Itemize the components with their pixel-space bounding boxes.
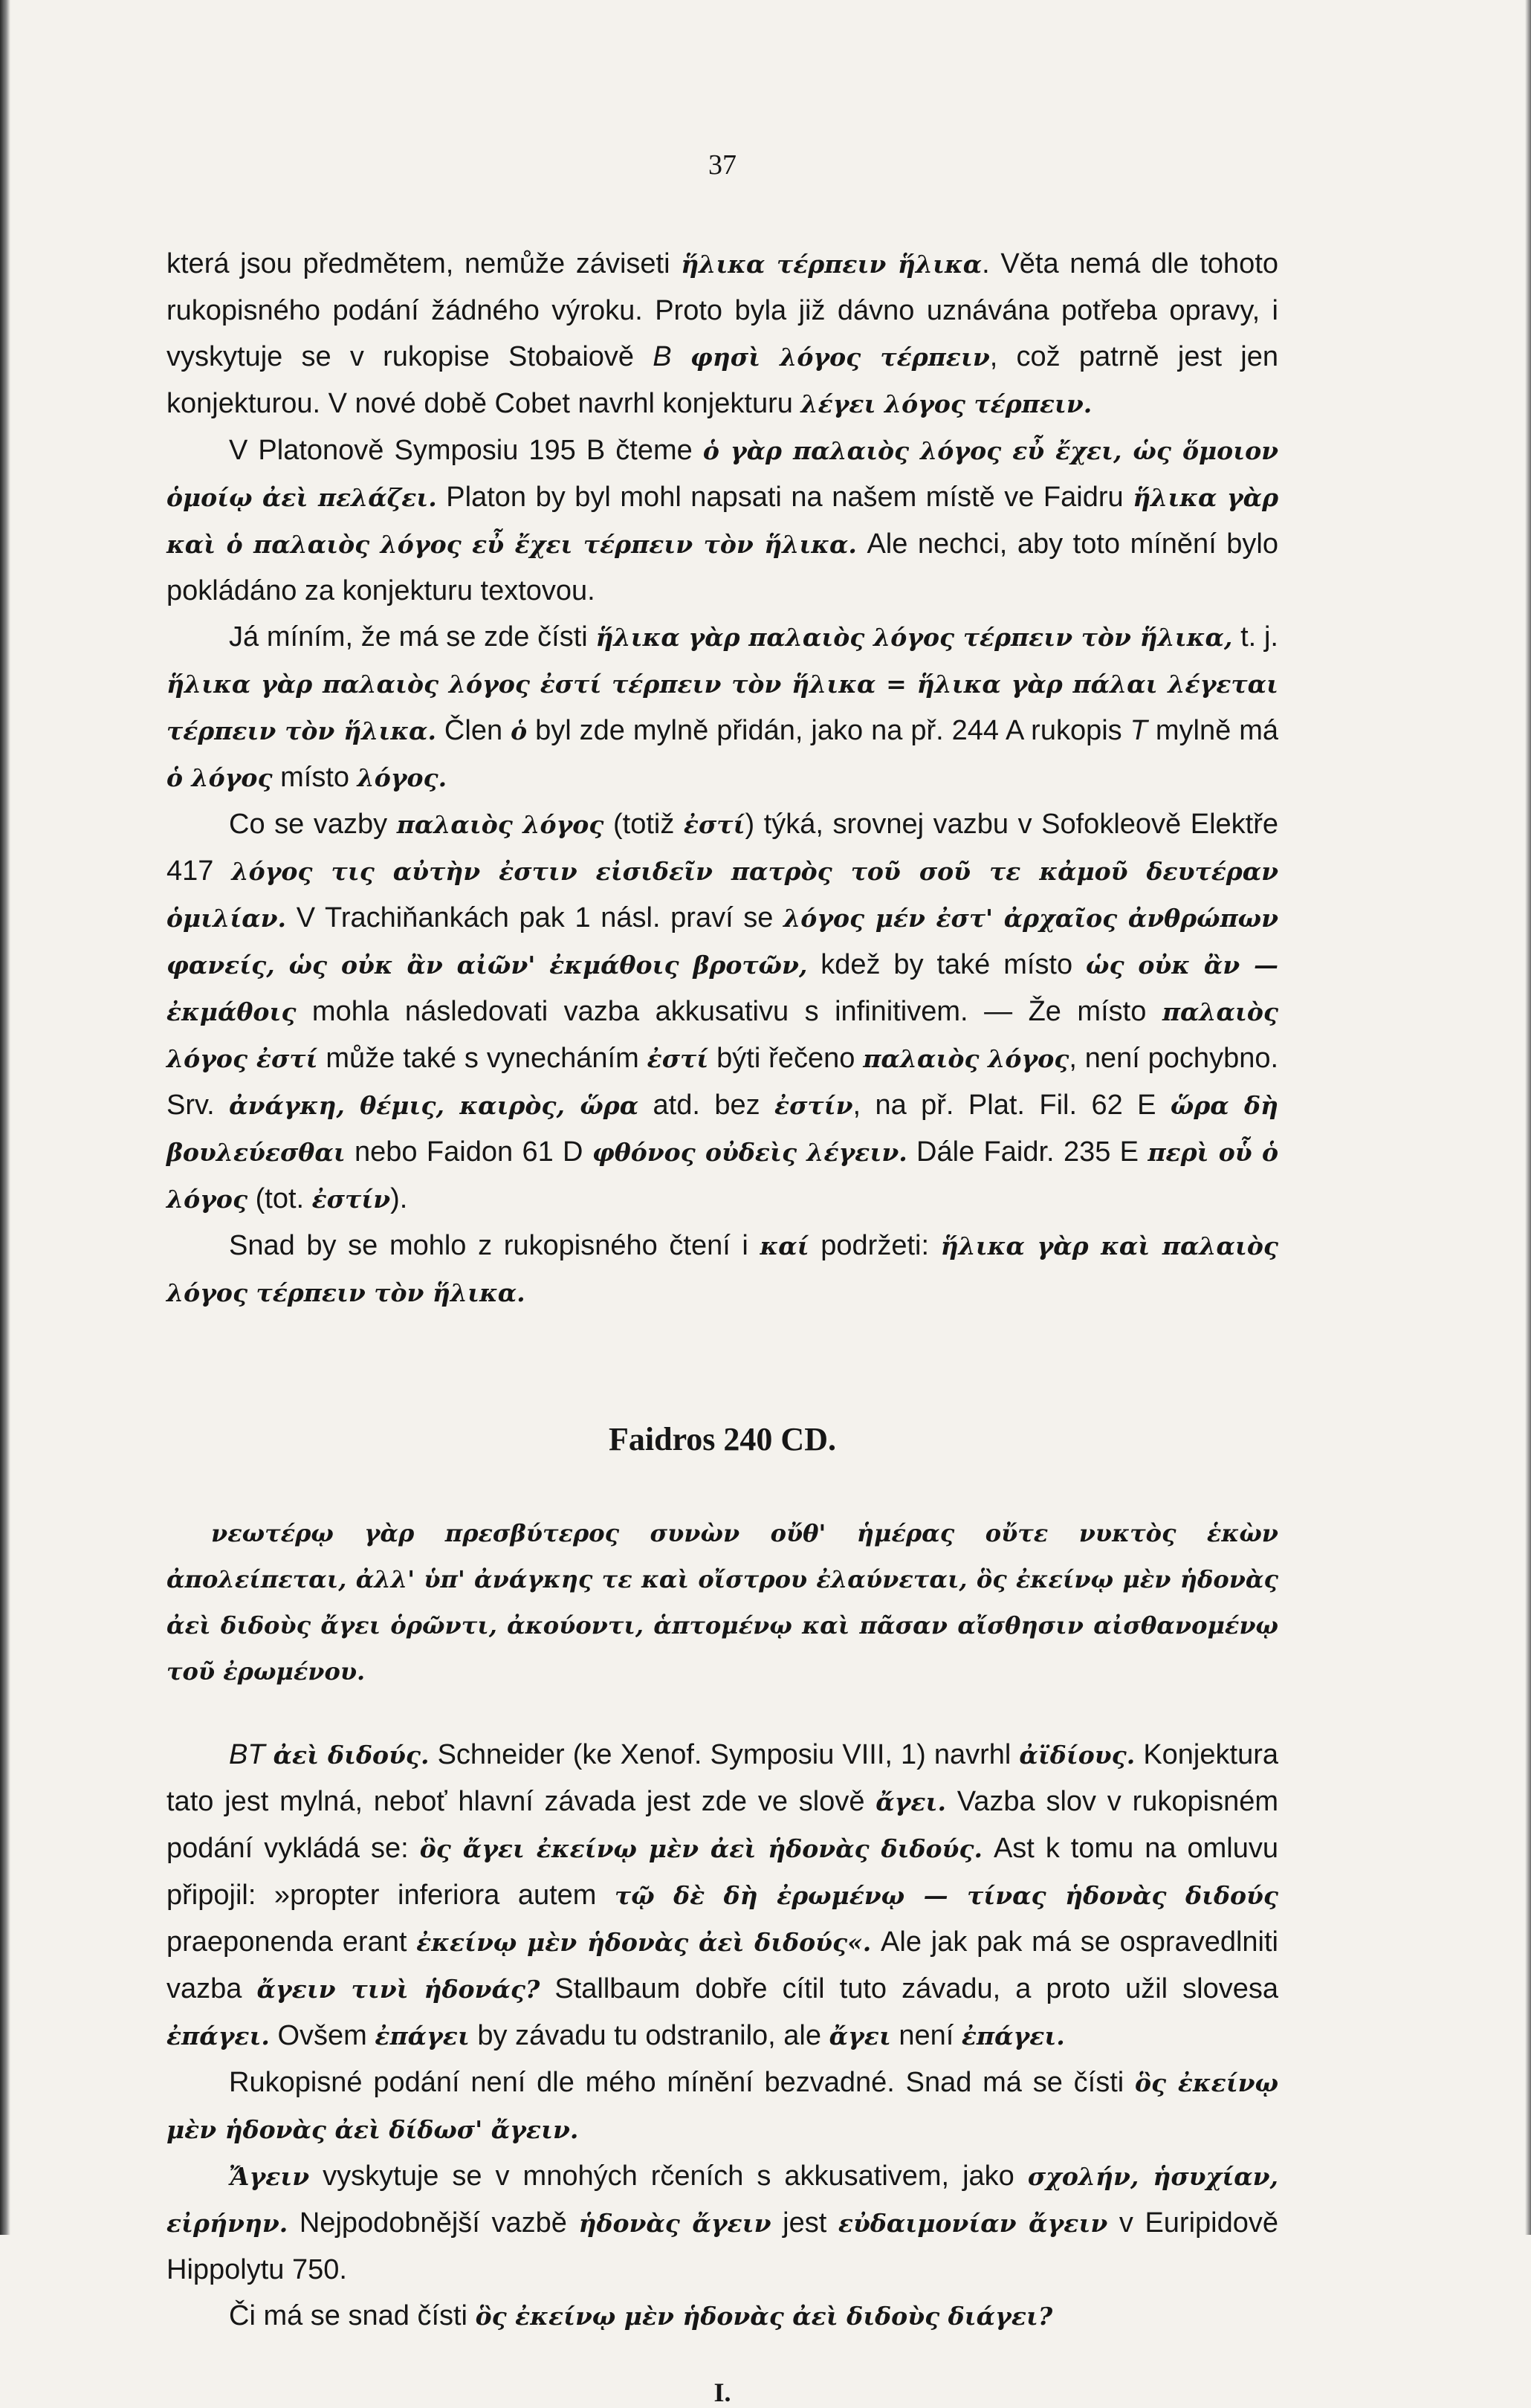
text: t. j. (1232, 621, 1278, 653)
greek-quotation: νεωτέρῳ γὰρ πρεσβύτερος συνὼν οὔθ' ἡμέρας οὔτε νυκτὸς ἑκὼν ἀπολείπεται, ἀλλ' ὑπ' ἀνάγκης τε καὶ οἴστρου ἐλαύνεται, ὃς ἐκείνῳ μὲν ἡδονὰς ἀεὶ διδοὺς ἄγει ὁρῶντι, ἀκούοντι, ἁπτομένῳ καὶ πᾶσαν αἴσθησιν αἰσθανομένῳ τοῦ ἐρωμένου. (166, 1519, 1278, 1686)
text (672, 341, 690, 372)
manuscript-siglum: B (653, 341, 672, 372)
paragraph-3 (166, 614, 1278, 801)
text: Či má se snad čísti (229, 2300, 476, 2331)
greek-text: παλαιὸς λόγος (863, 1044, 1069, 1073)
greek-text: ἄγει (829, 2022, 891, 2051)
text: která jsou předmětem, nemůže záviseti (166, 248, 682, 279)
greek-text: ἀϊδίους. (1019, 1741, 1136, 1770)
manuscript-siglum: T (1130, 715, 1148, 746)
text: ) týká, srovnej vazbu v Sofokleově Elektře 417 (166, 809, 1279, 887)
paragraph-6 (166, 1732, 1278, 2059)
scan-right-edge (1525, 0, 1531, 2235)
text: býti řečeno (708, 1043, 864, 1074)
text: Nejpodobnější vazbě (288, 2207, 579, 2239)
greek-text: λόγος. (357, 763, 447, 792)
greek-text: ἐκείνῳ μὲν ἡδονὰς ἀεὶ διδούς«. (416, 1928, 872, 1957)
greek-text: φθόνος οὐδεὶς λέγειν. (592, 1138, 907, 1167)
page (166, 149, 1278, 2408)
greek-text: ὃς ἐκείνῳ μὲν ἡδονὰς ἀεὶ διδοὺς διάγει? (475, 2302, 1053, 2331)
greek-text: ἐστί (683, 810, 745, 839)
text: praeponenda erant (166, 1926, 417, 1958)
paragraph-4 (166, 801, 1278, 1223)
greek-text: ὃς ἄγει ἐκείνῳ μὲν ἀεὶ ἡδονὰς διδούς. (419, 1834, 983, 1863)
text: Ale jak pak má se ospravedlniti vazba (166, 1926, 1278, 2004)
greek-text: ἀνάγκη, θέμις, καιρὸς, ὥρα (229, 1091, 639, 1120)
section-heading: Faidros 240 CD. (609, 1421, 836, 1457)
greek-text: ὡς οὐκ ἂν — ἐκμάθοις (166, 951, 1278, 1026)
greek-text: παλαιὸς λόγος (396, 810, 604, 839)
greek-text: ἀεὶ διδούς. (273, 1741, 430, 1770)
page-number: 37 (708, 149, 737, 181)
greek-text: εὐδαιμονίαν ἄγειν (838, 2209, 1108, 2238)
paragraph-9 (166, 2293, 1278, 2340)
greek-text: ἥλικα γὰρ παλαιὸς λόγος ἐστί τέρπειν τὸν ἥλικα = ἥλικα γὰρ πάλαι λέγεται τέρπειν τὸν ἥλικα. (166, 670, 1278, 745)
text: v Euripidově Hippolytu 750. (166, 2207, 1279, 2285)
text: (totiž (603, 809, 684, 840)
text: nebo Faidon 61 D (345, 1136, 592, 1168)
greek-text: ὁ (511, 716, 528, 745)
text: Rukopisné podání není dle mého mínění bezvadné. Snad má se čísti (229, 2067, 1136, 2098)
text: Ale nechci, aby toto mínění bylo pokládáno za konjekturu textovou. (166, 528, 1278, 606)
greek-text: ἐστίν (311, 1185, 391, 1214)
text (265, 1739, 273, 1770)
text: . Věta nemá dle tohoto rukopisného podání žádného výroku. Proto byla již dávno uznávána potřeba opravy, i vyskytuje se v rukopise Stobaiově (166, 248, 1279, 372)
greek-text: ὥρα δὴ βουλεύεσθαι (166, 1091, 1279, 1167)
greek-text: λόγος τις αὐτὴν ἐστιν εἰσιδεῖν πατρὸς τοῦ σοῦ τε κἀμοῦ δευτέραν ὁμιλίαν. (166, 857, 1278, 933)
text: , není pochybno. Srv. (166, 1043, 1279, 1121)
text: jest (771, 2207, 838, 2239)
text: V Trachiňankách pak 1 násl. praví se (286, 902, 784, 933)
greek-text: ἄγειν τινὶ ἡδονάς? (256, 1975, 540, 2004)
greek-text: ὁ γὰρ παλαιὸς λόγος εὖ ἔχει, ὡς ὅμοιον ὁμοίῳ ἀεὶ πελάζει. (166, 436, 1279, 512)
greek-text: λέγει λόγος τέρπειν. (800, 389, 1093, 418)
text: byl zde mylně přidán, jako na př. 244 A rukopis (527, 715, 1130, 746)
text: Dále Faidr. 235 E (907, 1136, 1148, 1168)
greek-text: σχολήν, ἡσυχίαν, εἰρήνην. (166, 2162, 1278, 2238)
text: Stallbaum dobře cítil tuto závadu, a proto užil slovesa (540, 1973, 1278, 2004)
text: Snad by se mohlo z rukopisného čtení i (229, 1230, 760, 1261)
greek-text: λόγος μέν ἐστ' ἀρχαῖος ἀνθρώπων φανείς, ὡς οὐκ ἂν αἰῶν' ἐκμάθοις βροτῶν, (166, 904, 1278, 980)
text: Já míním, že má se zde čísti (229, 621, 596, 653)
text: by závadu tu odstranilo, ale (469, 2020, 829, 2051)
text: Co se vazby (229, 809, 397, 840)
greek-text: ἥλικα τέρπειν ἥλικα (681, 250, 983, 279)
greek-text: ὁ λόγος (166, 763, 273, 792)
text: Schneider (ke Xenof. Symposiu VIII, 1) navrhl (429, 1739, 1020, 1770)
text: , což patrně jest jen konjekturou. V nové době Cobet navrhl konjekturu (166, 341, 1278, 419)
greek-text: ἐπάγει (375, 2022, 470, 2051)
paragraph-2 (166, 427, 1278, 614)
text: Vazba slov v rukopisném podání vykládá se: (166, 1786, 1279, 1864)
text: podržeti: (809, 1230, 941, 1261)
greek-text: ἄγει. (875, 1787, 946, 1816)
text: atd. bez (638, 1090, 775, 1121)
paragraph-8 (166, 2153, 1278, 2293)
text: mohla následovati vazba akkusativu s infinitivem. — Že místo (296, 996, 1162, 1027)
signature-mark: I. (713, 2378, 731, 2407)
text: Člen (436, 715, 511, 746)
text: Ast k tomu na omluvu připojil: »propter inferiora autem (166, 1833, 1278, 1911)
greek-text: τῷ δὲ δὴ ἐρωμένῳ — τίνας ἡδονὰς διδούς (615, 1881, 1278, 1910)
greek-text: περὶ οὗ ὁ λόγος (166, 1138, 1278, 1214)
text: mylně má (1147, 715, 1278, 746)
text: Ovšem (269, 2020, 375, 2051)
paragraph-1 (166, 241, 1278, 427)
greek-text: Ἄγειν (229, 2162, 310, 2191)
greek-text: ἥλικα γὰρ καὶ ὁ παλαιὸς λόγος εὖ ἔχει τέρπειν τὸν ἥλικα. (166, 483, 1279, 559)
text: , na př. Plat. Fil. 62 E (852, 1090, 1171, 1121)
greek-text: παλαιὸς λόγος ἐστί (166, 997, 1278, 1073)
greek-text: ἐστί (647, 1044, 709, 1073)
text: není (890, 2020, 962, 2051)
text: místo (272, 762, 357, 793)
text: Konjektura tato jest mylná, neboť hlavní závada jest zde ve slově (166, 1739, 1278, 1817)
greek-text: ἐπάγει. (961, 2022, 1065, 2051)
greek-text: φησὶ λόγος τέρπειν (690, 343, 990, 372)
greek-text: καί (760, 1231, 809, 1260)
text: (tot. (247, 1183, 312, 1214)
text: V Platonově Symposiu 195 B čteme (229, 435, 703, 466)
text: Platon by byl mohl napsati na našem místě ve Faidru (436, 482, 1133, 513)
text: může také s vynecháním (317, 1043, 647, 1074)
greek-text: ὃς ἐκείνῳ μὲν ἡδονὰς ἀεὶ δίδωσ' ἄγειν. (166, 2068, 1278, 2144)
greek-text: ἥλικα γὰρ παλαιὸς λόγος τέρπειν τὸν ἥλικα, (595, 623, 1233, 652)
greek-text: ἥλικα γὰρ καὶ παλαιὸς λόγος τέρπειν τὸν ἥλικα. (166, 1231, 1278, 1307)
text: kdež by také místo (807, 949, 1087, 980)
paragraph-5 (166, 1223, 1278, 1316)
text: vyskytuje se v mnohých rčeních s akkusativem, jako (309, 2161, 1028, 2192)
text: ). (390, 1183, 408, 1214)
scan-left-edge (0, 0, 10, 2235)
paragraph-7 (166, 2059, 1278, 2153)
greek-text: ἐπάγει. (166, 2022, 270, 2051)
manuscript-siglum: BT (229, 1739, 265, 1770)
greek-text: ἐστίν (774, 1091, 853, 1120)
greek-text: ἡδονὰς ἄγειν (578, 2209, 771, 2238)
